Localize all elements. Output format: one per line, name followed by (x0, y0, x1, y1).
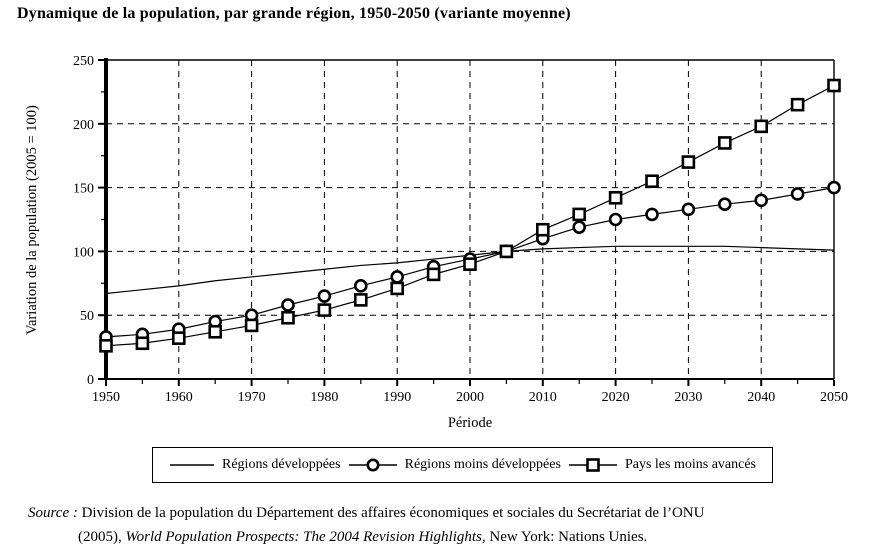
square-marker (574, 209, 585, 220)
square-marker (101, 340, 112, 351)
y-tick-label: 100 (73, 245, 94, 261)
square-marker (355, 294, 366, 305)
source-publisher: New York: Nations Unies. (489, 529, 648, 545)
square-marker (683, 157, 694, 168)
circle-marker (792, 188, 803, 199)
legend-label: Régions moins développées (404, 457, 561, 472)
square-marker (137, 338, 148, 349)
source-line-2 (28, 525, 856, 549)
circle-marker-line-sample-icon (348, 457, 398, 473)
plain-line-sample-icon (169, 457, 215, 473)
square-marker (501, 246, 512, 257)
source-note (28, 501, 856, 549)
circle-marker (319, 291, 330, 302)
square-marker (319, 305, 330, 316)
x-tick-label: 2050 (820, 390, 848, 405)
square-marker (610, 192, 621, 203)
square-marker-line-sample-icon (568, 457, 618, 473)
square-marker (283, 312, 294, 323)
source-publication-title: World Population Prospects: The 2004 Revision Highlights, (125, 529, 486, 545)
legend-item-less-developed (348, 457, 561, 473)
circle-marker (829, 182, 840, 193)
x-tick-label: 1990 (383, 390, 412, 405)
x-tick-label: 1950 (92, 390, 120, 405)
square-marker (465, 259, 476, 270)
x-tick-label: 1980 (310, 390, 339, 405)
legend-label: Régions développées (222, 457, 341, 472)
square-marker (392, 283, 403, 294)
circle-marker (355, 280, 366, 291)
square-marker (756, 121, 767, 132)
circle-marker (392, 271, 403, 282)
y-tick-label: 50 (80, 309, 94, 325)
source-text: Division de la population du Département des affaires économiques et sociales du Secrétariat de l’ONU (81, 505, 705, 521)
x-axis-label: Période (447, 415, 493, 431)
circle-marker (647, 209, 658, 220)
x-tick-label: 2030 (674, 390, 703, 405)
x-tick-label: 2000 (456, 390, 484, 405)
legend-item-least-advanced (568, 457, 756, 473)
y-tick-label: 200 (73, 117, 94, 133)
x-tick-label: 2020 (601, 390, 630, 405)
square-marker (647, 176, 658, 187)
circle-marker (610, 214, 621, 225)
chart-title: Dynamique de la population, par grande région, 1950-2050 (variante moyenne) (17, 5, 571, 22)
square-marker (210, 326, 221, 337)
square-marker (792, 99, 803, 110)
x-tick-label: 1960 (164, 390, 193, 405)
legend-item-developed (169, 457, 341, 473)
circle-marker (683, 204, 694, 215)
square-marker (173, 333, 184, 344)
source-label: Source : (28, 505, 78, 521)
y-tick-label: 0 (87, 373, 94, 388)
square-marker (829, 80, 840, 91)
square-marker (246, 320, 257, 331)
circle-marker (719, 199, 730, 210)
square-marker (719, 137, 730, 148)
y-tick-label: 150 (73, 181, 94, 197)
circle-marker (756, 195, 767, 206)
y-axis-label: Variation de la population (2005 = 100) (24, 105, 40, 335)
square-marker (537, 224, 548, 235)
chart-legend (152, 447, 773, 483)
circle-marker (574, 222, 585, 233)
circle-marker (283, 299, 294, 310)
x-tick-label: 1970 (237, 390, 266, 405)
x-tick-label: 2040 (747, 390, 776, 405)
legend-label: Pays les moins avancés (624, 457, 756, 472)
source-year: (2005), (78, 529, 122, 545)
y-tick-label: 250 (73, 54, 94, 69)
source-line-1 (28, 501, 856, 525)
square-marker (428, 269, 439, 280)
plot-area (73, 54, 848, 405)
x-tick-label: 2010 (528, 390, 557, 405)
